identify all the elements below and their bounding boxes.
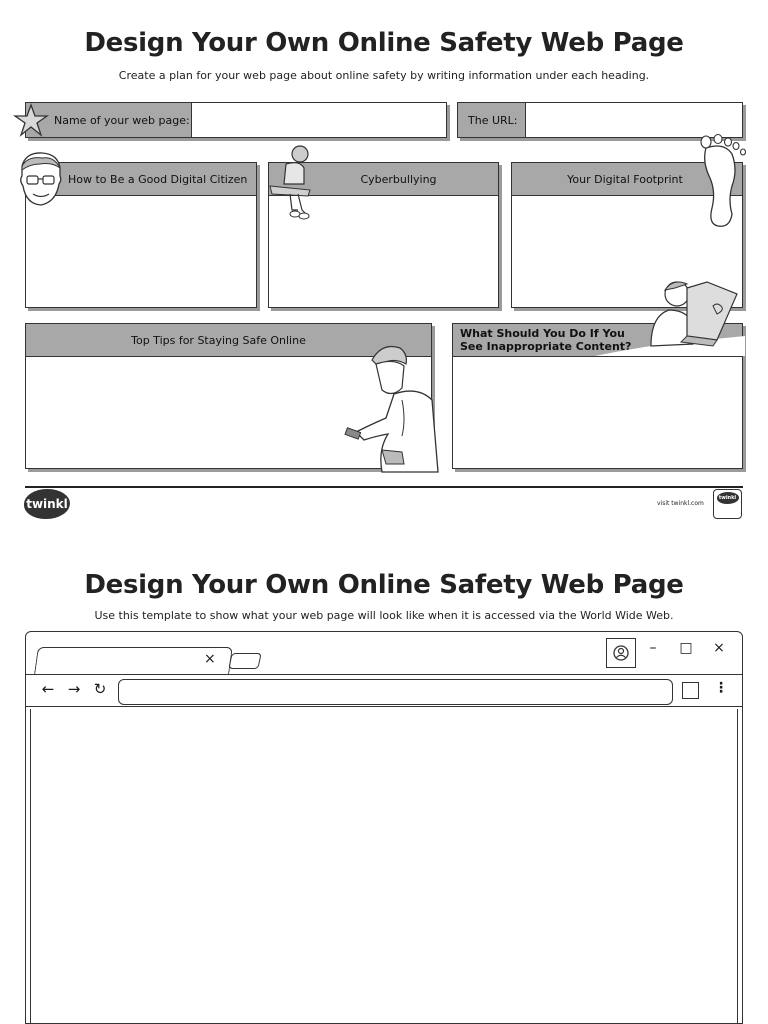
web-page-name-label: Name of your web page: — [26, 103, 192, 137]
profile-button[interactable] — [606, 638, 636, 668]
footprint-icon — [698, 134, 750, 230]
browser-viewport[interactable] — [30, 709, 738, 1023]
address-bar[interactable] — [118, 679, 673, 705]
minimize-button[interactable]: – — [649, 640, 657, 656]
back-arrow-icon[interactable]: ← — [41, 680, 55, 698]
top-tips-heading: Top Tips for Staying Safe Online — [26, 324, 431, 357]
web-page-name-field[interactable] — [25, 102, 447, 138]
browser-toolbar — [26, 674, 742, 707]
page-subtitle: Create a plan for your web page about online safety by writing information under each heading. — [118, 69, 650, 82]
tab-close-icon[interactable]: × — [204, 651, 216, 667]
page2-subtitle: Use this template to show what your web page will look like when it is accessed via the World Wide Web. — [94, 609, 674, 622]
reload-icon[interactable]: ↻ — [93, 680, 107, 698]
digital-citizen-heading: How to Be a Good Digital Citizen — [26, 163, 256, 196]
teen-with-phone-illustration — [342, 340, 442, 472]
twinkl-logo: twinkl — [24, 489, 70, 519]
forward-arrow-icon[interactable]: → — [67, 680, 81, 698]
maximize-button[interactable]: □ — [679, 640, 693, 656]
tab-strip — [26, 632, 742, 674]
boy-with-glasses-illustration — [16, 150, 66, 208]
star-icon — [14, 104, 48, 136]
badge-logo: twinkl — [717, 492, 739, 504]
page2-title: Design Your Own Online Safety Web Page — [84, 570, 684, 600]
footer-divider — [25, 486, 743, 488]
new-tab-button[interactable] — [228, 653, 261, 669]
inappropriate-content-heading: What Should You Do If You See Inappropriate Content? — [453, 324, 742, 357]
extension-square-icon[interactable] — [682, 682, 699, 699]
cyberbullying-heading: Cyberbullying — [269, 163, 498, 196]
page-title: Design Your Own Online Safety Web Page — [84, 28, 684, 58]
quality-badge — [713, 489, 742, 519]
child-with-laptop-illustration — [595, 276, 745, 356]
digital-footprint-heading: Your Digital Footprint — [512, 163, 742, 196]
visit-link[interactable]: visit twinkl.com — [657, 500, 704, 507]
url-field[interactable] — [457, 102, 743, 138]
profile-icon — [613, 645, 629, 661]
browser-window — [25, 631, 743, 1024]
sad-child-illustration — [270, 144, 314, 220]
close-window-button[interactable]: × — [713, 640, 725, 656]
url-label: The URL: — [458, 103, 526, 137]
menu-dots-icon[interactable]: ⋮ — [714, 680, 728, 696]
